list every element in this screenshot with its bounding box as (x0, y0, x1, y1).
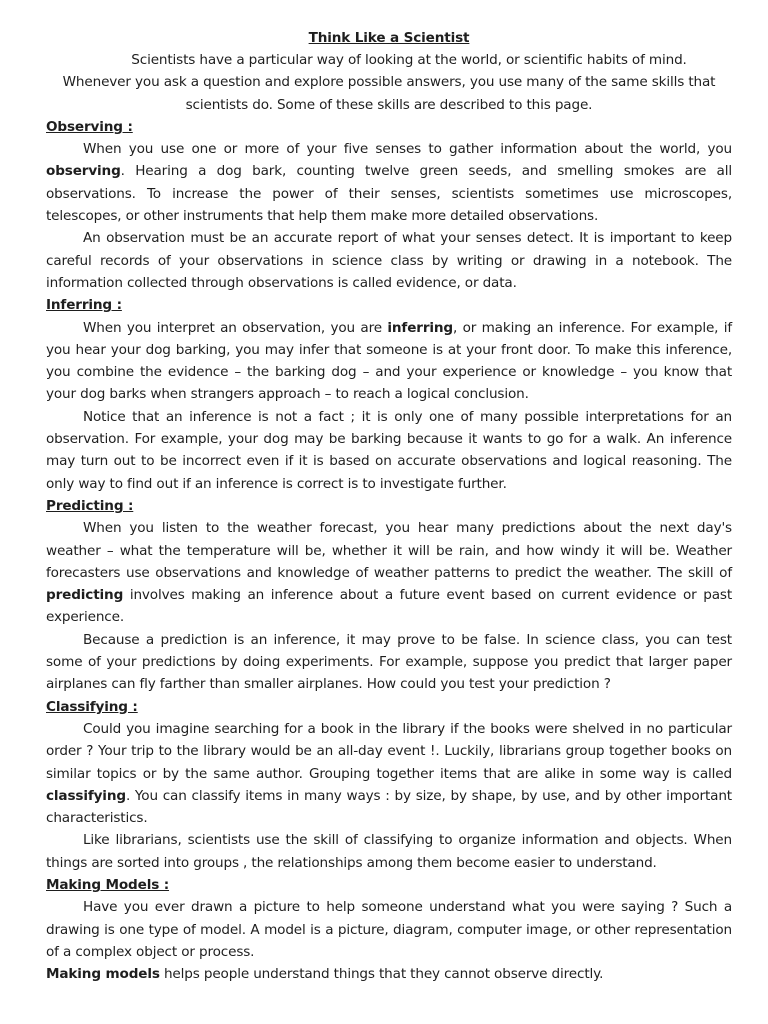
intro-line: scientists do. Some of these skills are described to this page. (185, 96, 593, 113)
intro-line: Scientists have a particular way of looking at the world, or scientific habits of mind. (131, 52, 687, 68)
paragraph: Making models helps people understand things that they cannot observe directly. (46, 966, 604, 983)
section-heading-making-models: Making Models : (46, 876, 170, 893)
paragraph: Could you imagine searching for a book in the library if the books were shelved in no particular order ? Your trip to the library would be an all-day event !. Luckily, librarians group together books on similar topics or by the same author. Grouping together items that are alike in some way is called classifying. You can classify items in many ways : by size, by shape, by use, and by other important characteristics. (46, 720, 732, 827)
document-title: Think Like a Scientist (308, 30, 470, 46)
key-term: classifying (46, 787, 126, 804)
document-page (46, 27, 732, 985)
paragraph: Notice that an inference is not a fact ; it is only one of many possible interpretations for an observation. For example, your dog may be barking because it wants to go for a walk. An inference may turn out to be incorrect even if it is based on accurate observations and logical reasoning. The only way to find out if an inference is correct is to investigate further. (46, 408, 732, 492)
section-heading-classifying: Classifying : (46, 698, 138, 715)
key-term: Making models (46, 966, 160, 983)
intro-paragraph (46, 49, 732, 116)
section-heading-predicting: Predicting : (46, 497, 134, 514)
paragraph: Like librarians, scientists use the skill of classifying to organize information and objects. When things are sorted into groups , the relationships among them become easier to understand. (46, 832, 732, 871)
key-term: observing (46, 163, 121, 180)
paragraph: When you listen to the weather forecast, you hear many predictions about the next day's weather – what the temperature will be, whether it will be rain, and how windy it will be. Weather forecasters use observations and knowledge of weather patterns to predict the weather. The skill of predicting involves making an inference about a future event based on current evidence or past experience. (46, 520, 732, 626)
section-heading-observing: Observing : (46, 118, 133, 135)
paragraph: An observation must be an accurate report of what your senses detect. It is important to keep careful records of your observations in science class by writing or drawing in a notebook. The information collected through observations is called evidence, or data. (46, 230, 732, 291)
paragraph: When you interpret an observation, you are inferring, or making an inference. For example, if you hear your dog barking, you may infer that someone is at your front door. To make this inference, you combine the evidence – the barking dog – and your experience or knowledge – you know that your dog barks when strangers approach – to reach a logical conclusion. (46, 319, 732, 403)
paragraph: Have you ever drawn a picture to help someone understand what you were saying ? Such a drawing is one type of model. A model is a picture, diagram, computer image, or other representation of a complex object or process. (46, 899, 732, 960)
key-term: predicting (46, 587, 124, 604)
section-heading-inferring: Inferring : (46, 297, 122, 314)
paragraph: When you use one or more of your five senses to gather information about the world, you observing. Hearing a dog bark, counting twelve green seeds, and smelling smokes are all observations. To increase the power of their senses, scientists sometimes use microscopes, telescopes, or other instruments that help them make more detailed observations. (46, 141, 732, 225)
intro-line: Whenever you ask a question and explore possible answers, you use many of the same skills that (62, 74, 716, 91)
paragraph: Because a prediction is an inference, it may prove to be false. In science class, you can test some of your predictions by doing experiments. For example, suppose you predict that larger paper airplanes can fly farther than smaller airplanes. How could you test your prediction ? (46, 631, 732, 693)
key-term: inferring (387, 319, 453, 336)
